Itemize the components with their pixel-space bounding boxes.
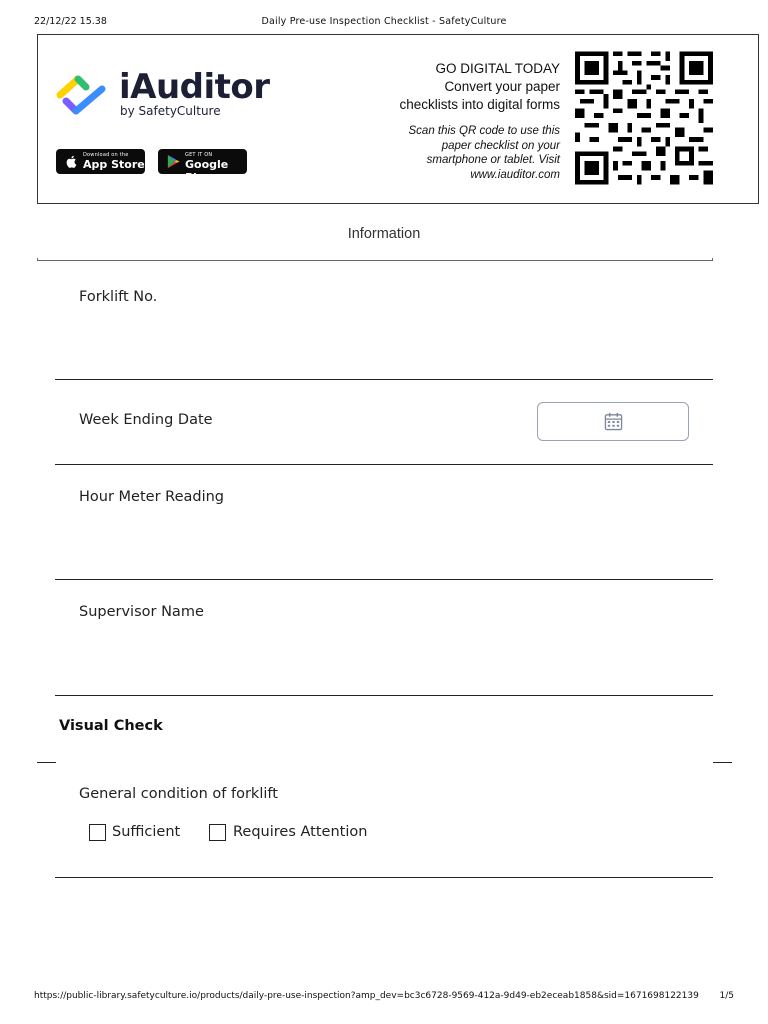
promo-note: [340, 124, 560, 182]
supervisor-name-label: Supervisor Name: [79, 604, 204, 620]
week-ending-date-line: [55, 464, 713, 465]
requires-attention-label: Requires Attention: [233, 824, 368, 840]
promo-line-3: checklists into digital forms: [399, 97, 560, 112]
app-store-button[interactable]: [56, 149, 145, 174]
qr-code-icon: [575, 51, 713, 185]
print-url: https://public-library.safetyculture.io/products/daily-pre-use-inspection?amp_dev=bc3c6728-9569-412a-9d49-eb2eceab1858&sid=1671698122139: [34, 991, 699, 1001]
requires-attention-checkbox[interactable]: [209, 824, 226, 841]
promo-note-url[interactable]: www.iauditor.com: [470, 168, 560, 181]
forklift-no-label: Forklift No.: [79, 289, 158, 305]
promo-line-2: Convert your paper: [444, 79, 560, 94]
sufficient-label: Sufficient: [112, 824, 181, 840]
week-ending-date-picker[interactable]: [537, 402, 689, 441]
general-condition-line: [55, 877, 713, 878]
brand-subtitle: by SafetyCulture: [120, 104, 221, 118]
promo-headline: GO DIGITAL TODAY: [435, 61, 560, 76]
supervisor-name-input-line[interactable]: [55, 695, 713, 696]
promo-banner: [37, 34, 759, 204]
app-store-small-label: Download on the: [83, 152, 129, 158]
promo-note-line-1: Scan this QR code to use this: [408, 125, 560, 137]
general-condition-label: General condition of forklift: [79, 786, 278, 802]
promo-text: [340, 60, 560, 182]
section-divider-right: [713, 762, 732, 763]
forklift-no-input-line[interactable]: [55, 379, 713, 380]
section-divider: [37, 260, 713, 261]
print-footer: [34, 991, 734, 1005]
page-number: 1/5: [719, 991, 734, 1001]
apple-icon: [64, 154, 79, 169]
section-divider-left: [37, 762, 56, 763]
print-datetime: 22/12/22 15.38: [34, 16, 107, 27]
brand-name: iAuditor: [119, 67, 270, 107]
information-section-title: Information: [347, 226, 421, 242]
print-header: [34, 16, 734, 30]
visual-check-section-title: Visual Check: [59, 718, 163, 734]
app-store-label: App Store: [83, 158, 145, 171]
promo-note-line-3: smartphone or tablet. Visit: [426, 154, 560, 166]
google-play-small-label: GET IT ON: [185, 152, 213, 158]
sufficient-checkbox[interactable]: [89, 824, 106, 841]
week-ending-date-label: Week Ending Date: [79, 412, 213, 428]
google-play-icon: [166, 154, 181, 169]
promo-note-line-2: paper checklist on your: [441, 139, 560, 152]
calendar-icon: [604, 412, 623, 431]
google-play-label: Google Play: [185, 158, 229, 184]
hour-meter-reading-label: Hour Meter Reading: [79, 489, 224, 505]
print-title: Daily Pre-use Inspection Checklist - SafetyCulture: [261, 16, 507, 27]
iauditor-logo-icon: [56, 71, 106, 117]
hour-meter-reading-input-line[interactable]: [55, 579, 713, 580]
google-play-button[interactable]: [158, 149, 247, 184]
